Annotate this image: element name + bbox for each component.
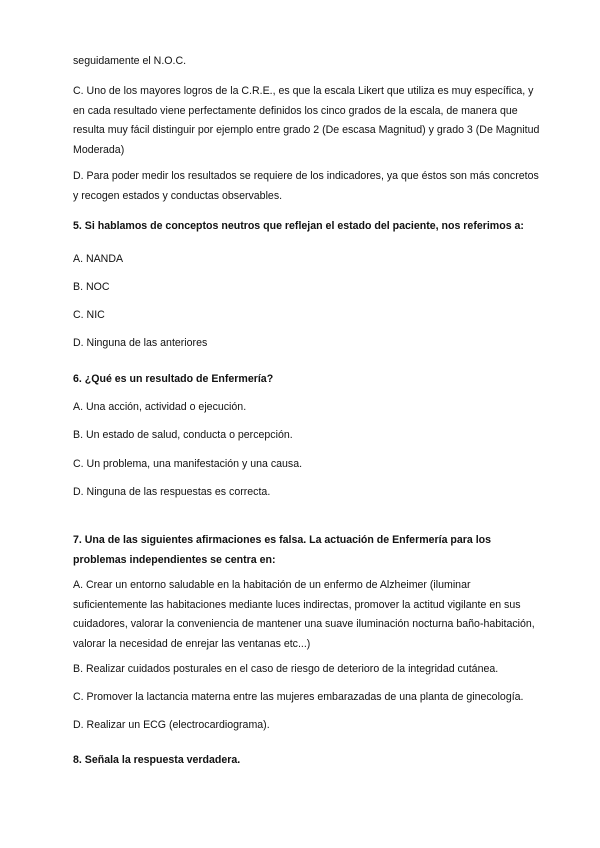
q5-option-a: A. NANDA xyxy=(73,253,124,265)
q6-option-a: A. Una acción, actividad o ejecución. xyxy=(73,401,247,413)
continuation-line: seguidamente el N.O.C. xyxy=(73,55,187,67)
previous-question-option-d: D. Para poder medir los resultados se requiere de los indicadores, ya que éstos son más concretos y recogen estados y conductas observables. xyxy=(73,170,539,202)
q5-option-c: C. NIC xyxy=(73,309,105,321)
q7-option-d: D. Realizar un ECG (electrocardiograma). xyxy=(73,719,270,731)
question-5: 5. Si hablamos de conceptos neutros que reflejan el estado del paciente, nos referimos a: xyxy=(73,220,524,232)
q6-option-b: B. Un estado de salud, conducta o percepción. xyxy=(73,429,293,441)
question-6: 6. ¿Qué es un resultado de Enfermería? xyxy=(73,373,274,385)
q6-option-c: C. Un problema, una manifestación y una causa. xyxy=(73,458,303,470)
previous-question-option-c: C. Uno de los mayores logros de la C.R.E., es que la escala Likert que utiliza es muy específica, y en cada resultado viene perfectamente definidos los cinco grados de la escala, de manera que resulta muy fácil distinguir por ejemplo entre grado 2 (De escasa Magnitud) y grado 3 (De Magnitud Moderada) xyxy=(73,85,540,156)
q7-option-c: C. Promover la lactancia materna entre las mujeres embarazadas de una planta de ginecología. xyxy=(73,691,524,703)
q5-option-b: B. NOC xyxy=(73,281,110,293)
q7-option-a: A. Crear un entorno saludable en la habitación de un enfermo de Alzheimer (iluminar suficientemente las habitaciones mediante luces indirectas, promover la actitud vigilante en sus cuidadores, valorar la conveniencia de mantener una suave iluminación nocturna baño-habitación, valorar la necesidad de enrejar las ventanas etc...) xyxy=(73,579,535,650)
q6-option-d: D. Ninguna de las respuestas es correcta. xyxy=(73,486,271,498)
q7-option-b: B. Realizar cuidados posturales en el caso de riesgo de deterioro de la integridad cutánea. xyxy=(73,663,499,675)
question-7: 7. Una de las siguientes afirmaciones es falsa. La actuación de Enfermería para los problemas independientes se centra en: xyxy=(73,534,492,566)
question-8: 8. Señala la respuesta verdadera. xyxy=(73,754,241,766)
q5-option-d: D. Ninguna de las anteriores xyxy=(73,337,208,349)
